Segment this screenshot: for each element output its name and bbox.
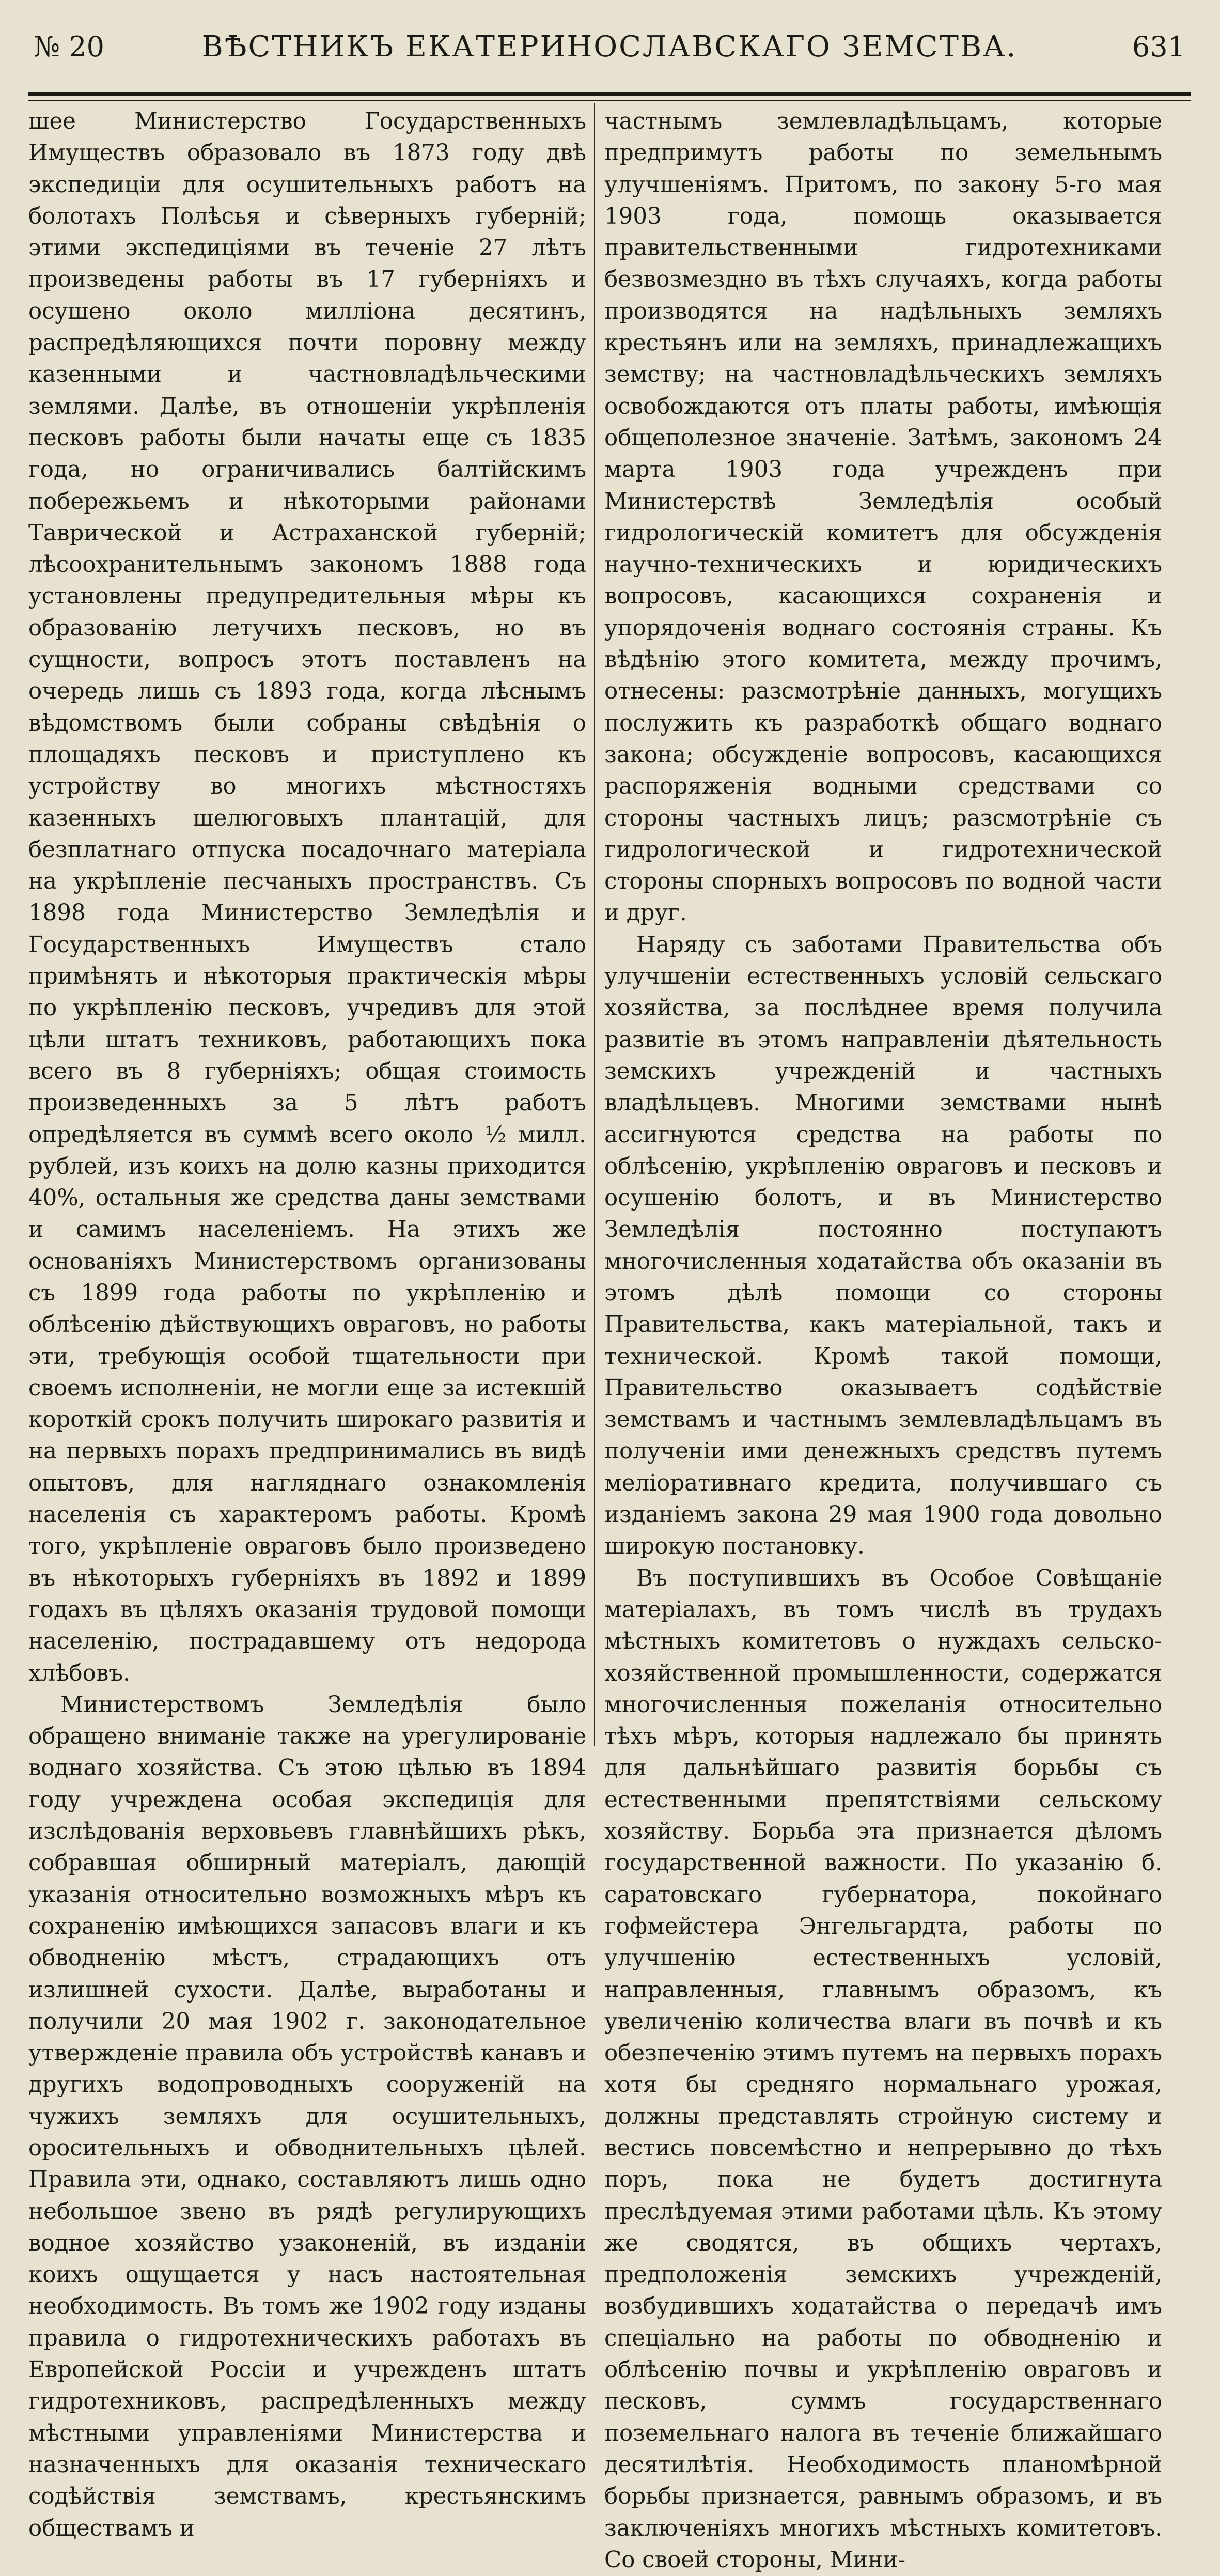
header-rule-thick <box>28 92 1191 96</box>
paragraph: Наряду съ заботами Правительства объ улучшеніи естественныхъ условій сельскаго хозяйства, за послѣднее время получила развитіе въ этомъ направленіи дѣятельность земскихъ учрежденій и частныхъ владѣльцевъ. Многими земствами нынѣ ассигнуются средства на работы по облѣсенію, укрѣпленію овраговъ и песковъ и осушенію болотъ, и въ Министерство Земледѣлія постоянно поступаютъ многочисленныя ходатайства объ оказаніи въ этомъ дѣлѣ помощи со стороны Правительства, какъ матеріальной, такъ и технической. Кромѣ такой помощи, Правительство оказываетъ содѣйствіе земствамъ и частнымъ землевладѣльцамъ въ полученіи ими денежныхъ средствъ путемъ мелioративнаго кредита, получившаго съ изданіемъ закона 29 мая 1900 года довольно широкую постановку. <box>604 932 1162 1560</box>
column-divider <box>594 103 595 1746</box>
page-number: 631 <box>1132 30 1185 63</box>
header-rule-thin <box>28 100 1191 101</box>
issue-number: № 20 <box>34 30 104 63</box>
right-column <box>604 106 1162 2573</box>
page-header <box>28 20 1191 76</box>
paragraph: Въ поступившихъ въ Особое Совѣщаніе матеріалахъ, въ томъ числѣ въ трудахъ мѣстныхъ комитетовъ о нуждахъ сельско-хозяйственной промышленности, содержатся многочисленныя пожеланія относительно тѣхъ мѣръ, которыя надлежало бы принять для дальнѣйшаго развитія борьбы съ естественными препятствіями сельскому хозяйству. Борьба эта признается дѣломъ государственной важности. По указанію б. саратовскаго губернатора, покойнаго гофмейстера Энгельгардта, работы по улучшенію естественныхъ условій, направленныя, главнымъ образомъ, къ увеличенію количества влаги въ почвѣ и къ обезпеченію этимъ путемъ на первыхъ порахъ хотя бы средняго нормальнаго урожая, должны представлять стройную систему и вестись повсемѣстно и непрерывно до тѣхъ поръ, пока не будетъ достигнута преслѣдуемая этими работами цѣль. Къ этому же сводятся, въ общихъ чертахъ, предположенія земскихъ учрежденій, возбудившихъ ходатайства о передачѣ имъ спеціально на работы по обводненію и облѣсенію почвы и укрѣпленію овраговъ и песковъ, суммъ государственнаго поземельнаго налога въ теченіе ближайшаго десятилѣтія. Необходимость планомѣрной борьбы признается, равнымъ образомъ, и въ заключеніяхъ многихъ мѣстныхъ комитетовъ. Со своей стороны, Мини- <box>604 1565 1162 2573</box>
paragraph: Министерствомъ Земледѣлія было обращено вниманіе также на урегулированіе воднаго хозяйства. Съ этою цѣлью въ 1894 году учреждена особая экспедиція для изслѣдованія верховьевъ главнѣйшихъ рѣкъ, собравшая обширный матеріалъ, дающій указанія относительно возможныхъ мѣръ къ сохраненію имѣющихся запасовъ влаги и къ обводненію мѣстъ, страдающихъ отъ излишней сухости. Далѣе, выработаны и получили 20 мая 1902 г. законодательное утвержденіе правила объ устройствѣ канавъ и другихъ водопроводныхъ сооруженій на чужихъ земляхъ для осушительныхъ, оросительныхъ и обводнительныхъ цѣлей. Правила эти, однако, составляютъ лишь одно небольшое звено въ рядѣ регулирующихъ водное хозяйство узаконеній, въ изданіи коихъ ощущается у насъ настоятельная необходимость. Въ томъ же 1902 году изданы правила о гидротехническихъ работахъ въ Европейской Россіи и учрежденъ штатъ гидротехниковъ, распредѣленныхъ между мѣстными управленіями Министерства и назначенныхъ для оказанія техническаго содѣйствія земствамъ, крестьянскимъ обществамъ и <box>28 1692 586 2541</box>
left-column <box>28 106 586 2541</box>
journal-title: ВѢСТНИКЪ ЕКАТЕРИНОСЛАВСКАГО ЗЕМСТВА. <box>201 30 1018 64</box>
paragraph: частнымъ землевладѣльцамъ, которые предпримутъ работы по земельнымъ улучшеніямъ. Притомъ, по закону 5-го мая 1903 года, помощь оказывается правительственными гидротехниками безвозмездно въ тѣхъ случаяхъ, когда работы производятся на надѣльныхъ земляхъ крестьянъ или на земляхъ, принадлежащихъ земству; на частновладѣльческихъ земляхъ освобождаются отъ платы работы, имѣющія общеполезное значеніе. Затѣмъ, закономъ 24 марта 1903 года учрежденъ при Министерствѣ Земледѣлія особый гидрологическій комитетъ для обсужденія научно-техническихъ и юридическихъ вопросовъ, касающихся сохраненія и упорядоченія воднаго состоянія страны. Къ вѣдѣнію этого комитета, между прочимъ, отнесены: разсмотрѣніе данныхъ, могущихъ послужить къ разработкѣ общаго воднаго закона; обсужденіе вопросовъ, касающихся распоряженія водными средствами со стороны частныхъ лицъ; разсмотрѣніе съ гидрологической и гидротехнической стороны спорныхъ вопросовъ по водной части и друг. <box>604 108 1162 926</box>
paragraph: шее Министерство Государственныхъ Имуществъ образовало въ 1873 году двѣ экспедиціи для осушительныхъ работъ на болотахъ Полѣсья и сѣверныхъ губерній; этими экспедиціями въ теченіе 27 лѣтъ произведены работы въ 17 губерніяхъ и осушено около милліона десятинъ, распредѣляющихся почти поровну между казенными и частновладѣльческими землями. Далѣе, въ отношеніи укрѣпленія песковъ работы были начаты еще съ 1835 года, но ограничивались балтійскимъ побережьемъ и нѣкоторыми районами Таврической и Астраханской губерній; лѣсоохранительнымъ закономъ 1888 года установлены предупредительныя мѣры къ образованію летучихъ песковъ, но въ сущности, вопросъ этотъ поставленъ на очередь лишь съ 1893 года, когда лѣснымъ вѣдомствомъ были собраны свѣдѣнія о площадяхъ песковъ и приступлено къ устройству во многихъ мѣстностяхъ казенныхъ шелюговыхъ плантацій, для безплатнаго отпуска посадочнаго матеріала на укрѣпленіе песчаныхъ пространствъ. Съ 1898 года Министерство Земледѣлія и Государственныхъ Имуществъ стало примѣнять и нѣкоторыя практическія мѣры по укрѣпленію песковъ, учредивъ для этой цѣли штатъ техниковъ, работающихъ пока всего въ 8 губерніяхъ; общая стоимость произведенныхъ за 5 лѣтъ работъ опредѣляется въ суммѣ всего около ½ милл. рублей, изъ коихъ на долю казны приходится 40%, остальныя же средства даны земствами и самимъ населеніемъ. На этихъ же основаніяхъ Министерствомъ организованы съ 1899 года работы по укрѣпленію и облѣсенію дѣйствующихъ овраговъ, но работы эти, требующія особой тщательности при своемъ исполненіи, не могли еще за истекшій короткій срокъ получить широкаго развитія и на первыхъ порахъ предпринимались въ видѣ опытовъ, для нагляднаго ознакомленія населенія съ характеромъ работы. Кромѣ того, укрѣпленіе овраговъ было произведено въ нѣкоторыхъ губерніяхъ въ 1892 и 1899 годахъ въ цѣляхъ оказанія трудовой помощи населенію, пострадавшему отъ недорода хлѣбовъ. <box>28 108 586 1686</box>
